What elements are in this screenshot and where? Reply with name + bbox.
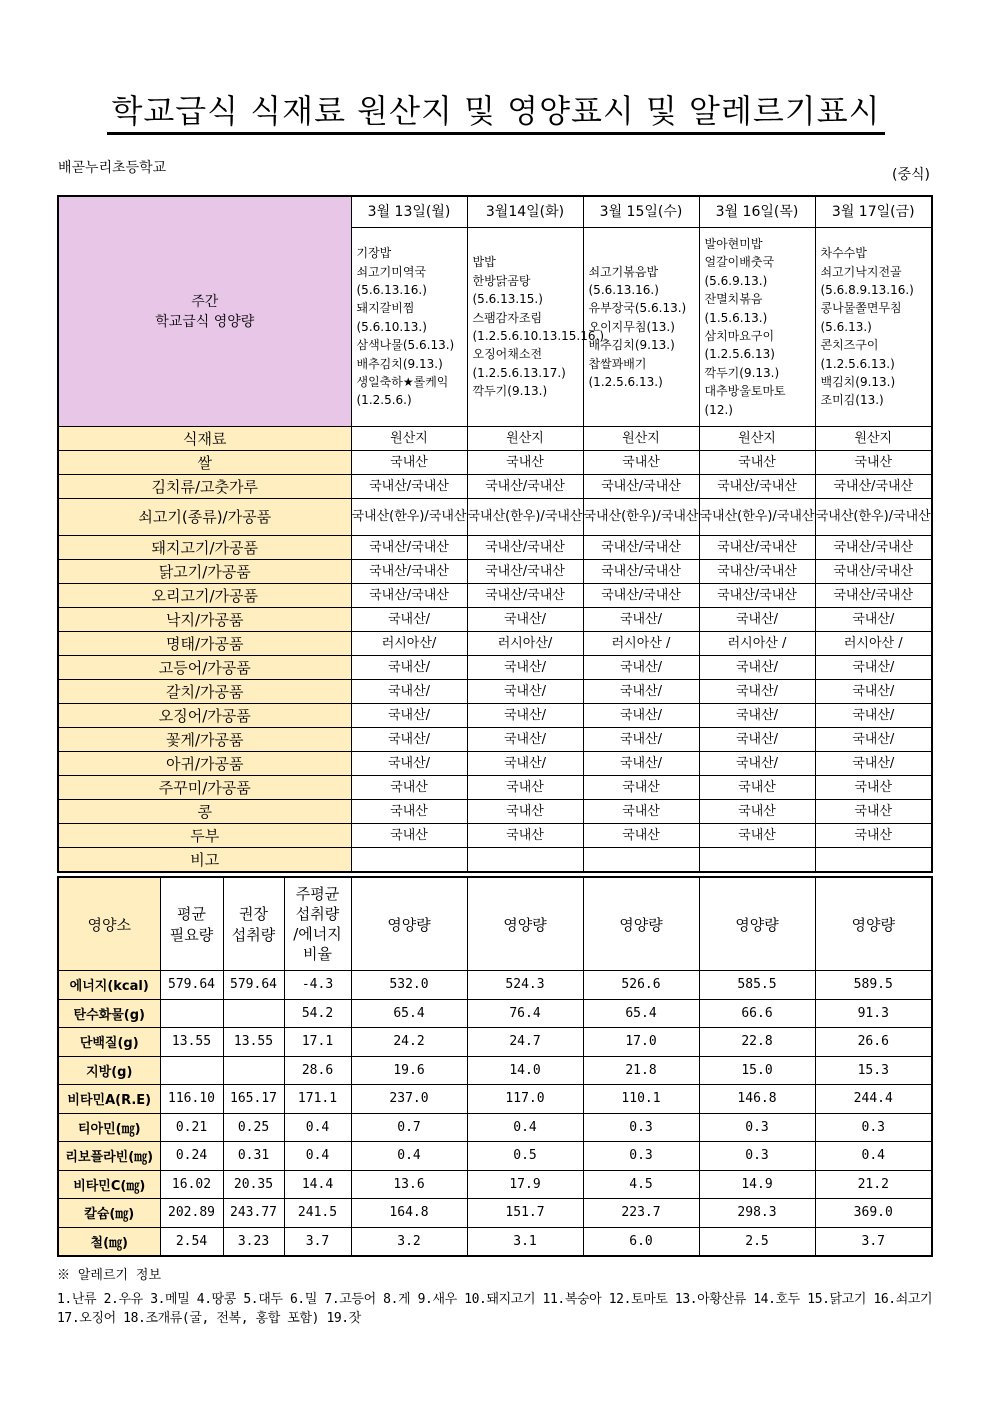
- menu-text: 밥밥 한방닭곰탕(5.6.13.15.) 스팸감자조림(1.2.5.6.10.13.15.16.) 오징어채소전(1.2.5.6.13.17.) 깍두기(9.13.): [472, 255, 604, 399]
- origin-row: [58, 584, 932, 608]
- nutrition-row: [58, 1227, 932, 1256]
- nutrient-amount: 21.2: [815, 1170, 932, 1199]
- origin-row: [58, 451, 932, 475]
- nutrition-row: [58, 971, 932, 1000]
- origin-value: 국내산(한우)/국내산: [351, 499, 467, 536]
- nutrition-row: [58, 1028, 932, 1057]
- nutrient-amount: 585.5: [699, 971, 815, 1000]
- origin-value: 국내산/국내산: [699, 560, 815, 584]
- food-name: 쇠고기(종류)/가공품: [58, 499, 351, 536]
- food-name: 낙지/가공품: [58, 608, 351, 632]
- nutrient-amount: 117.0: [467, 1085, 583, 1114]
- nutrient-amount: 0.3: [815, 1113, 932, 1142]
- origin-value: 국내산/: [351, 728, 467, 752]
- nutrient-amount: 65.4: [583, 999, 699, 1028]
- recommended-value: [223, 1056, 284, 1085]
- origin-header: 원산지: [699, 427, 815, 451]
- origin-value: 국내산/국내산: [583, 584, 699, 608]
- origin-row: [58, 656, 932, 680]
- nutrient-amount: 0.5: [467, 1142, 583, 1171]
- origin-row: [58, 776, 932, 800]
- origin-value: 국내산: [699, 776, 815, 800]
- origin-value: 국내산/국내산: [815, 475, 932, 499]
- recommended-value: [223, 999, 284, 1028]
- day-menu: [583, 228, 699, 427]
- weekly-ratio-value: 54.2: [284, 999, 351, 1028]
- avg-required-value: 579.64: [160, 971, 223, 1000]
- nutrient-amount: 6.0: [583, 1227, 699, 1256]
- day-date: 3월14일(화): [467, 196, 583, 228]
- origin-header: 원산지: [467, 427, 583, 451]
- origin-value: 국내산/: [699, 608, 815, 632]
- nutrient-amount: 298.3: [699, 1199, 815, 1228]
- nutrient-amount: 532.0: [351, 971, 467, 1000]
- nutrient-amount: 110.1: [583, 1085, 699, 1114]
- origin-value: 국내산/국내산: [815, 584, 932, 608]
- origin-value: 국내산/: [583, 752, 699, 776]
- avg-required-value: 0.21: [160, 1113, 223, 1142]
- nutrient-amount: 0.3: [699, 1142, 815, 1171]
- nutrient-amount: 15.0: [699, 1056, 815, 1085]
- origin-row: [58, 704, 932, 728]
- nutrient-amount: 14.9: [699, 1170, 815, 1199]
- origin-value: 국내산/: [467, 656, 583, 680]
- origin-header: 원산지: [351, 427, 467, 451]
- weekly-ratio-value: 171.1: [284, 1085, 351, 1114]
- origin-value: 국내산/: [351, 704, 467, 728]
- origin-value: 국내산/: [815, 728, 932, 752]
- day-date: 3월 13일(월): [351, 196, 467, 228]
- origin-row: [58, 499, 932, 536]
- origin-value: 국내산/: [467, 704, 583, 728]
- nutrient-amount: 17.9: [467, 1170, 583, 1199]
- origin-value: [467, 848, 583, 873]
- weekly-ratio-value: -4.3: [284, 971, 351, 1000]
- nutrient-amount: 164.8: [351, 1199, 467, 1228]
- day-menu: [699, 228, 815, 427]
- origin-value: 국내산/: [467, 680, 583, 704]
- origin-header: 원산지: [815, 427, 932, 451]
- nutrition-row: [58, 1199, 932, 1228]
- weekly-ratio-value: 3.7: [284, 1227, 351, 1256]
- origin-value: 국내산: [699, 800, 815, 824]
- origin-row: [58, 536, 932, 560]
- nutrient-name: 칼슘(㎎): [58, 1199, 160, 1228]
- nutrient-amount: 3.2: [351, 1227, 467, 1256]
- origin-value: 국내산/국내산: [351, 560, 467, 584]
- origin-value: 국내산/국내산: [699, 475, 815, 499]
- nutrition-header-row: [58, 877, 932, 971]
- origin-row: [58, 560, 932, 584]
- nutrient-amount: 244.4: [815, 1085, 932, 1114]
- origin-value: 국내산: [467, 451, 583, 475]
- nutrient-amount: 24.2: [351, 1028, 467, 1057]
- day-menu: [815, 228, 932, 427]
- origin-value: [815, 848, 932, 873]
- weekly-ratio-value: 241.5: [284, 1199, 351, 1228]
- meal-type: (중식): [892, 167, 930, 183]
- nutrient-amount: 0.3: [699, 1113, 815, 1142]
- origin-value: 국내산: [467, 800, 583, 824]
- nutrient-amount: 369.0: [815, 1199, 932, 1228]
- nutrient-amount: 21.8: [583, 1056, 699, 1085]
- origin-value: 러시아산 /: [583, 632, 699, 656]
- origin-value: 국내산/국내산: [467, 536, 583, 560]
- origin-value: 국내산/: [583, 656, 699, 680]
- origin-value: 국내산: [815, 776, 932, 800]
- origin-value: 러시아산 /: [815, 632, 932, 656]
- origin-value: 국내산/: [583, 728, 699, 752]
- origin-value: 국내산(한우)/국내산: [815, 499, 932, 536]
- avg-required-value: 116.10: [160, 1085, 223, 1114]
- weekly-ratio-value: 28.6: [284, 1056, 351, 1085]
- food-name: 콩: [58, 800, 351, 824]
- school-name: 배곧누리초등학교: [58, 160, 167, 176]
- food-header: 식재료: [58, 427, 351, 451]
- nutrient-amount: 17.0: [583, 1028, 699, 1057]
- food-name: 갈치/가공품: [58, 680, 351, 704]
- weekly-ratio-value: 17.1: [284, 1028, 351, 1057]
- food-name: 오리고기/가공품: [58, 584, 351, 608]
- origin-row: [58, 728, 932, 752]
- avg-required-value: [160, 999, 223, 1028]
- recommended-value: 20.35: [223, 1170, 284, 1199]
- nutrient-amount: 66.6: [699, 999, 815, 1028]
- origin-value: 국내산(한우)/국내산: [583, 499, 699, 536]
- avg-required-value: 13.55: [160, 1028, 223, 1057]
- origin-value: 국내산: [583, 776, 699, 800]
- origin-row: [58, 680, 932, 704]
- origin-value: 국내산/국내산: [467, 560, 583, 584]
- origin-value: 국내산/: [583, 680, 699, 704]
- amount-header: 영양량: [699, 877, 815, 971]
- nutrition-row: [58, 1056, 932, 1085]
- nutrient-amount: 146.8: [699, 1085, 815, 1114]
- recommended-value: 165.17: [223, 1085, 284, 1114]
- nutrient-amount: 0.3: [583, 1142, 699, 1171]
- origin-row: [58, 824, 932, 848]
- amount-header: 영양량: [583, 877, 699, 971]
- menu-text: 기장밥 쇠고기미역국(5.6.13.16.) 돼지갈비찜(5.6.10.13.) 삼색나물(5.6.13.) 배추김치(9.13.) 생일축하★롤케익(1.2.5.6.): [356, 246, 455, 408]
- menu-text: 쇠고기볶음밥(5.6.13.16.) 유부장국(5.6.13.) 오이지무침(13.) 배추김치(9.13.) 찹쌀꽈배기(1.2.5.6.13.): [588, 264, 687, 390]
- weekly-ratio-value: 14.4: [284, 1170, 351, 1199]
- origin-value: 국내산: [583, 800, 699, 824]
- nutrient-name: 에너지(kcal): [58, 971, 160, 1000]
- document-title: 학교급식 식재료 원산지 및 영양표시 및 알레르기표시: [0, 86, 992, 132]
- nutrient-amount: 589.5: [815, 971, 932, 1000]
- origin-value: 국내산/국내산: [351, 536, 467, 560]
- day-date: 3월 15일(수): [583, 196, 699, 228]
- origin-value: 러시아산 /: [699, 632, 815, 656]
- nutrient-amount: 0.4: [815, 1142, 932, 1171]
- origin-value: 국내산/국내산: [351, 475, 467, 499]
- origin-value: 국내산(한우)/국내산: [467, 499, 583, 536]
- food-name: 두부: [58, 824, 351, 848]
- recommended-value: 3.23: [223, 1227, 284, 1256]
- origin-value: 국내산(한우)/국내산: [699, 499, 815, 536]
- origin-value: 국내산: [583, 451, 699, 475]
- food-name: 쌀: [58, 451, 351, 475]
- weekly-ratio-value: 0.4: [284, 1113, 351, 1142]
- nutrient-amount: 0.7: [351, 1113, 467, 1142]
- nutrient-name: 탄수화물(g): [58, 999, 160, 1028]
- nutrition-row: [58, 1113, 932, 1142]
- avg-required-value: [160, 1056, 223, 1085]
- origin-value: 국내산/: [467, 608, 583, 632]
- origin-value: 국내산/: [583, 704, 699, 728]
- recommended-value: 243.77: [223, 1199, 284, 1228]
- origin-value: 국내산: [583, 824, 699, 848]
- origin-value: 국내산: [467, 824, 583, 848]
- origin-value: 국내산/: [815, 680, 932, 704]
- origin-value: 국내산/국내산: [699, 584, 815, 608]
- origin-value: 국내산: [815, 800, 932, 824]
- food-name: 주꾸미/가공품: [58, 776, 351, 800]
- amount-header: 영양량: [351, 877, 467, 971]
- origin-value: 국내산/: [351, 656, 467, 680]
- origin-value: [351, 848, 467, 873]
- origin-value: 러시아산/: [467, 632, 583, 656]
- nutrition-row: [58, 1142, 932, 1171]
- avg-required-value: 2.54: [160, 1227, 223, 1256]
- food-name: 고등어/가공품: [58, 656, 351, 680]
- date-row: [58, 196, 932, 228]
- nutrient-amount: 237.0: [351, 1085, 467, 1114]
- day-menu: [351, 228, 467, 427]
- nutrient-amount: 13.6: [351, 1170, 467, 1199]
- origin-value: 국내산/: [467, 752, 583, 776]
- nutrient-amount: 24.7: [467, 1028, 583, 1057]
- nutrient-name: 티아민(㎎): [58, 1113, 160, 1142]
- origin-value: 국내산: [815, 824, 932, 848]
- nutrient-amount: 3.1: [467, 1227, 583, 1256]
- menu-text: 차수수밥 쇠고기낙지전골(5.6.8.9.13.16.) 콩나물쫄면무침(5.6.13.) 콘치즈구이(1.2.5.6.13.) 백김치(9.13.) 조미김(13.): [820, 246, 914, 408]
- food-name: 돼지고기/가공품: [58, 536, 351, 560]
- nutrition-row: [58, 1085, 932, 1114]
- origin-row: [58, 752, 932, 776]
- origin-value: [583, 848, 699, 873]
- food-name: 꽃게/가공품: [58, 728, 351, 752]
- weekly-ratio-header: 주평균 섭취량 /에너지 비율: [284, 877, 351, 971]
- avg-required-value: 0.24: [160, 1142, 223, 1171]
- weekly-nutrition-label: 주간 학교급식 영양량: [58, 196, 351, 427]
- allergy-title: ※ 알레르기 정보: [57, 1268, 162, 1283]
- origin-value: 국내산/국내산: [467, 475, 583, 499]
- amount-header: 영양량: [815, 877, 932, 971]
- recommended-header: 권장 섭취량: [223, 877, 284, 971]
- origin-value: 국내산: [351, 451, 467, 475]
- amount-header: 영양량: [467, 877, 583, 971]
- origin-value: 국내산: [467, 776, 583, 800]
- origin-row: [58, 848, 932, 873]
- food-name: 아귀/가공품: [58, 752, 351, 776]
- origin-row: [58, 800, 932, 824]
- avg-required-header: 평균 필요량: [160, 877, 223, 971]
- nutrient-amount: 524.3: [467, 971, 583, 1000]
- day-date: 3월 16일(목): [699, 196, 815, 228]
- origin-header: 원산지: [583, 427, 699, 451]
- origin-value: 국내산/: [351, 680, 467, 704]
- nutrient-name: 비타민A(R.E): [58, 1085, 160, 1114]
- nutrient-name: 지방(g): [58, 1056, 160, 1085]
- origin-value: 러시아산/: [351, 632, 467, 656]
- origin-row: [58, 608, 932, 632]
- origin-row: [58, 632, 932, 656]
- recommended-value: 0.25: [223, 1113, 284, 1142]
- nutrient-amount: 223.7: [583, 1199, 699, 1228]
- avg-required-value: 202.89: [160, 1199, 223, 1228]
- food-name: 명태/가공품: [58, 632, 351, 656]
- origin-value: 국내산/: [699, 680, 815, 704]
- origin-value: 국내산/: [467, 728, 583, 752]
- nutrient-name: 단백질(g): [58, 1028, 160, 1057]
- nutrition-row: [58, 1170, 932, 1199]
- nutrient-name: 리보플라빈(㎎): [58, 1142, 160, 1171]
- origin-value: 국내산/국내산: [699, 536, 815, 560]
- origin-value: 국내산/: [815, 752, 932, 776]
- food-name: 오징어/가공품: [58, 704, 351, 728]
- nutrient-amount: 151.7: [467, 1199, 583, 1228]
- menu-text: 발아현미밥 얼갈이배춧국(5.6.9.13.) 잔멸치볶음(1.5.6.13.) 삼치마요구이(1.2.5.6.13) 깍두기(9.13.) 대추방울토마토(12.): [704, 236, 786, 417]
- nutrient-amount: 4.5: [583, 1170, 699, 1199]
- nutrient-amount: 15.3: [815, 1056, 932, 1085]
- nutrient-amount: 14.0: [467, 1056, 583, 1085]
- nutrition-table: [57, 876, 933, 1257]
- origin-value: 국내산/국내산: [351, 584, 467, 608]
- nutrient-amount: 91.3: [815, 999, 932, 1028]
- nutrient-amount: 0.4: [351, 1142, 467, 1171]
- nutrient-amount: 65.4: [351, 999, 467, 1028]
- origin-table: [57, 195, 933, 873]
- nutrient-amount: 526.6: [583, 971, 699, 1000]
- origin-header-row: [58, 427, 932, 451]
- day-date: 3월 17일(금): [815, 196, 932, 228]
- origin-row: [58, 475, 932, 499]
- origin-value: 국내산/국내산: [815, 536, 932, 560]
- origin-value: 국내산/: [351, 752, 467, 776]
- origin-value: 국내산/: [699, 656, 815, 680]
- origin-value: 국내산: [351, 800, 467, 824]
- origin-value: 국내산/국내산: [583, 475, 699, 499]
- nutrient-amount: 3.7: [815, 1227, 932, 1256]
- origin-value: 국내산/국내산: [583, 536, 699, 560]
- nutrient-amount: 19.6: [351, 1056, 467, 1085]
- origin-value: 국내산: [351, 824, 467, 848]
- origin-value: 국내산/국내산: [815, 560, 932, 584]
- allergy-info: 1.난류 2.우유 3.메밀 4.땅콩 5.대두 6.밀 7.고등어 8.게 9.새우 10.돼지고기 11.복숭아 12.토마토 13.아황산류 14.호두 15.닭고기 16.쇠고기 17.오징어 18.조개류(굴, 전복, 홍합 포함) 19.잣: [57, 1292, 933, 1326]
- nutrient-amount: 0.3: [583, 1113, 699, 1142]
- origin-value: [699, 848, 815, 873]
- weekly-ratio-value: 0.4: [284, 1142, 351, 1171]
- nutrient-amount: 0.4: [467, 1113, 583, 1142]
- nutrient-amount: 76.4: [467, 999, 583, 1028]
- day-menu: [467, 228, 604, 427]
- food-name: 비고: [58, 848, 351, 873]
- nutrient-header: 영양소: [58, 877, 160, 971]
- origin-value: 국내산/: [699, 704, 815, 728]
- nutrient-amount: 26.6: [815, 1028, 932, 1057]
- origin-value: 국내산/: [351, 608, 467, 632]
- origin-value: 국내산/: [699, 728, 815, 752]
- origin-value: 국내산/: [815, 656, 932, 680]
- nutrient-name: 비타민C(㎎): [58, 1170, 160, 1199]
- nutrient-amount: 22.8: [699, 1028, 815, 1057]
- origin-value: 국내산/: [699, 752, 815, 776]
- origin-value: 국내산/: [815, 704, 932, 728]
- nutrient-name: 철(㎎): [58, 1227, 160, 1256]
- nutrient-amount: 2.5: [699, 1227, 815, 1256]
- origin-value: 국내산/국내산: [467, 584, 583, 608]
- food-name: 닭고기/가공품: [58, 560, 351, 584]
- origin-value: 국내산/국내산: [583, 560, 699, 584]
- recommended-value: 13.55: [223, 1028, 284, 1057]
- origin-value: 국내산: [699, 451, 815, 475]
- nutrition-row: [58, 999, 932, 1028]
- origin-value: 국내산/: [583, 608, 699, 632]
- origin-value: 국내산: [815, 451, 932, 475]
- recommended-value: 0.31: [223, 1142, 284, 1171]
- recommended-value: 579.64: [223, 971, 284, 1000]
- avg-required-value: 16.02: [160, 1170, 223, 1199]
- origin-value: 국내산: [351, 776, 467, 800]
- food-name: 김치류/고춧가루: [58, 475, 351, 499]
- origin-value: 국내산/: [815, 608, 932, 632]
- origin-value: 국내산: [699, 824, 815, 848]
